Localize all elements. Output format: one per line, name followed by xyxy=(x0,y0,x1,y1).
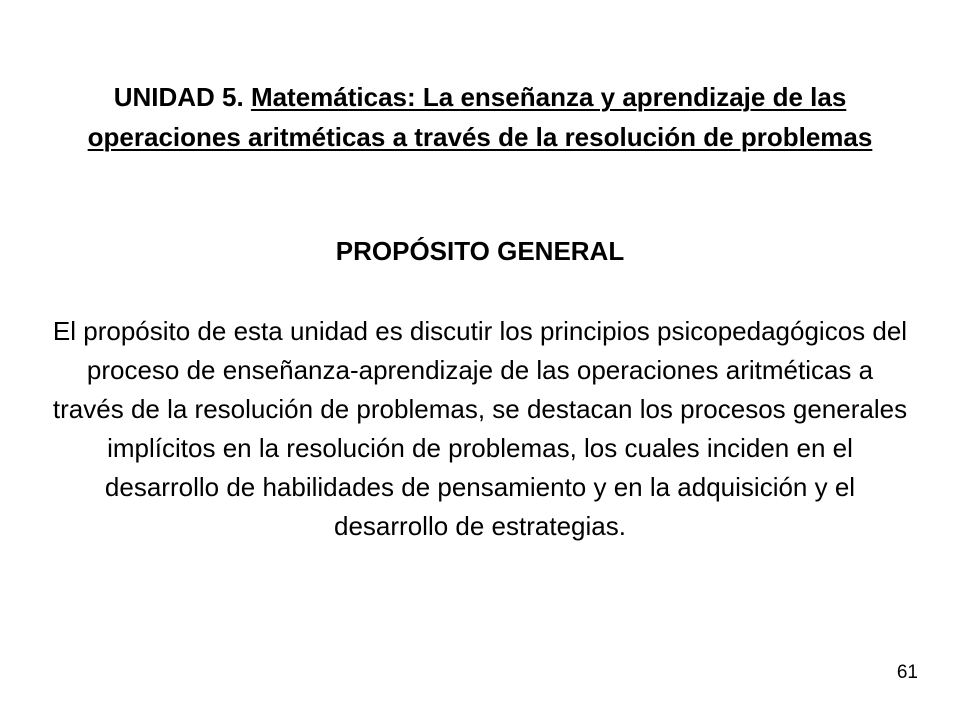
section-heading: PROPÓSITO GENERAL xyxy=(335,236,625,266)
unit-title: Matemáticas: La enseñanza y aprendizaje de las operaciones aritméticas a través de la resolución de problemas xyxy=(87,82,873,152)
purpose-paragraph: El propósito de esta unidad es discutir los principios psicopedagógicos del proceso de enseñanza-aprendizaje de las operaciones aritméticas a través de la resolución de problemas, se destacan los procesos generales implícitos en la resolución de problemas, los cuales inciden en el desarrollo de habilidades de pensamiento y en la adquisición y el desarrollo de estrategias. xyxy=(52,316,908,541)
slide-title xyxy=(60,77,900,157)
page-number: 61 xyxy=(896,662,918,683)
unit-label: UNIDAD 5. xyxy=(113,82,244,112)
